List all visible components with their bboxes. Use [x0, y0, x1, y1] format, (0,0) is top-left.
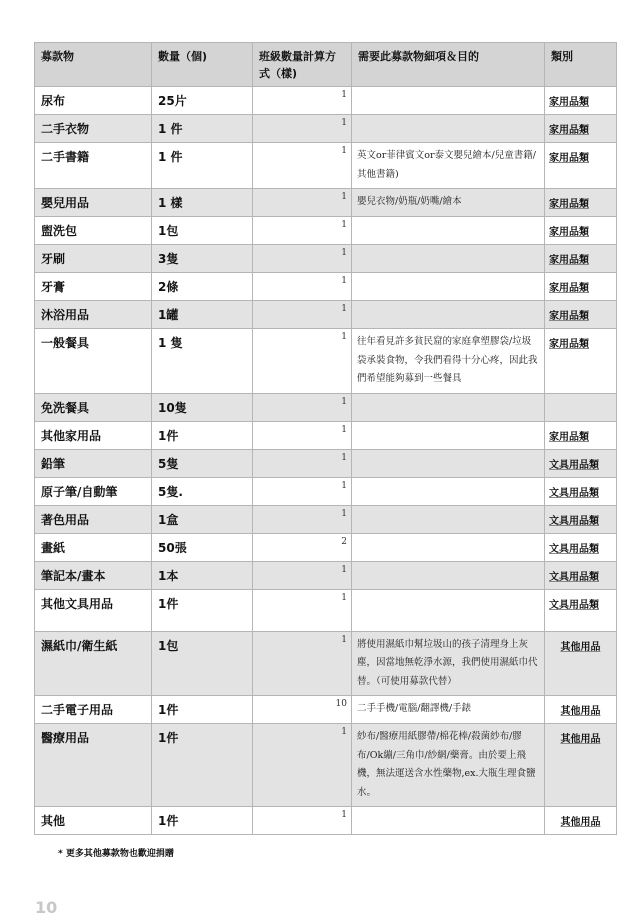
item-cell: 沐浴用品 — [35, 301, 152, 329]
table-row — [35, 115, 617, 143]
detail-cell — [352, 533, 545, 561]
header-count-method: 班級數量計算方式（樣) — [253, 43, 352, 87]
item-cell: 嬰兒用品 — [35, 189, 152, 217]
category-label: 其他用品 — [560, 817, 601, 828]
category-label: 家用品類 — [549, 339, 589, 350]
page-number: 10 — [35, 898, 58, 917]
qty-cell: 1件 — [152, 421, 253, 449]
item-cell: 牙刷 — [35, 245, 152, 273]
count-cell: 2 — [253, 533, 352, 561]
category-cell — [545, 245, 617, 273]
table-row — [35, 724, 617, 807]
count-cell: 1 — [253, 143, 352, 189]
count-cell: 1 — [253, 273, 352, 301]
qty-cell: 1包 — [152, 217, 253, 245]
table-row — [35, 273, 617, 301]
category-cell — [545, 217, 617, 245]
category-cell — [545, 477, 617, 505]
count-cell: 1 — [253, 807, 352, 835]
qty-cell: 1盒 — [152, 505, 253, 533]
item-cell: 其他家用品 — [35, 421, 152, 449]
item-cell: 鉛筆 — [35, 449, 152, 477]
category-cell — [545, 724, 617, 807]
item-cell: 著色用品 — [35, 505, 152, 533]
count-cell: 1 — [253, 217, 352, 245]
category-cell — [545, 589, 617, 631]
category-label: 家用品類 — [549, 311, 589, 322]
qty-cell: 3隻 — [152, 245, 253, 273]
category-label: 文具用品類 — [549, 515, 599, 527]
count-cell: 1 — [253, 449, 352, 477]
category-label: 文具用品類 — [549, 599, 599, 611]
qty-cell: 1 樣 — [152, 189, 253, 217]
category-label: 家用品類 — [549, 227, 589, 238]
item-cell: 二手電子用品 — [35, 696, 152, 724]
category-cell — [545, 631, 617, 696]
detail-cell — [352, 449, 545, 477]
detail-cell: 往年看見許多貧民窟的家庭拿塑膠袋/垃圾袋承裝食物，令我們看得十分心疼，因此我們希望能夠募到一些餐具 — [352, 329, 545, 394]
table-row — [35, 589, 617, 631]
qty-cell: 25片 — [152, 87, 253, 115]
qty-cell: 1件 — [152, 696, 253, 724]
category-cell — [545, 329, 617, 394]
item-cell: 濕紙巾/衛生紙 — [35, 631, 152, 696]
qty-cell: 1 隻 — [152, 329, 253, 394]
header-item: 募款物 — [35, 43, 152, 87]
category-label: 文具用品類 — [549, 571, 599, 583]
count-cell: 1 — [253, 421, 352, 449]
table-row — [35, 696, 617, 724]
table-row — [35, 807, 617, 835]
item-cell: 尿布 — [35, 87, 152, 115]
detail-cell: 紗布/醫療用紙膠帶/棉花棒/殺菌紗布/膠布/Ok繃/三角巾/紗網/藥膏。由於要上飛機，無法運送含水性藥物,ex.大瓶生理食鹽水。 — [352, 724, 545, 807]
count-cell: 1 — [253, 301, 352, 329]
qty-cell: 1罐 — [152, 301, 253, 329]
category-label: 家用品類 — [549, 125, 589, 136]
category-label: 文具用品類 — [549, 459, 599, 471]
detail-cell — [352, 393, 545, 421]
detail-cell — [352, 421, 545, 449]
detail-cell: 將使用濕紙巾幫垃圾山的孩子清理身上灰塵，因當地無乾淨水源，我們使用濕紙巾代替。（可使用募款代替） — [352, 631, 545, 696]
item-cell: 一般餐具 — [35, 329, 152, 394]
count-cell: 1 — [253, 329, 352, 394]
category-cell — [545, 301, 617, 329]
qty-cell: 10隻 — [152, 393, 253, 421]
count-cell: 1 — [253, 245, 352, 273]
table-row — [35, 477, 617, 505]
count-cell: 1 — [253, 393, 352, 421]
item-cell: 其他文具用品 — [35, 589, 152, 631]
table-row — [35, 301, 617, 329]
item-cell: 原子筆/自動筆 — [35, 477, 152, 505]
detail-cell — [352, 477, 545, 505]
count-cell: 1 — [253, 724, 352, 807]
detail-cell — [352, 589, 545, 631]
header-detail: 需要此募款物細項＆目的 — [352, 43, 545, 87]
item-cell: 醫療用品 — [35, 724, 152, 807]
detail-cell — [352, 273, 545, 301]
count-cell: 1 — [253, 631, 352, 696]
category-label: 家用品類 — [549, 153, 589, 164]
category-label: 家用品類 — [549, 431, 589, 443]
table-row — [35, 449, 617, 477]
qty-cell: 5隻. — [152, 477, 253, 505]
category-cell — [545, 696, 617, 724]
qty-cell: 1件 — [152, 589, 253, 631]
detail-cell — [352, 807, 545, 835]
count-cell: 1 — [253, 189, 352, 217]
item-cell: 其他 — [35, 807, 152, 835]
table-row — [35, 87, 617, 115]
category-label: 其他用品 — [560, 734, 601, 745]
table-row — [35, 245, 617, 273]
count-cell: 1 — [253, 87, 352, 115]
category-cell — [545, 505, 617, 533]
table-row — [35, 561, 617, 589]
category-cell — [545, 393, 617, 421]
item-cell: 二手衣物 — [35, 115, 152, 143]
category-label: 其他用品 — [560, 641, 601, 653]
table-row — [35, 217, 617, 245]
category-cell — [545, 189, 617, 217]
qty-cell: 2條 — [152, 273, 253, 301]
detail-cell — [352, 561, 545, 589]
category-label: 家用品類 — [549, 255, 589, 266]
donation-table — [34, 42, 617, 835]
category-label: 家用品類 — [549, 97, 589, 108]
category-cell — [545, 533, 617, 561]
table-row — [35, 505, 617, 533]
qty-cell: 50張 — [152, 533, 253, 561]
qty-cell: 1件 — [152, 724, 253, 807]
category-cell — [545, 561, 617, 589]
category-cell — [545, 87, 617, 115]
count-cell: 1 — [253, 115, 352, 143]
detail-cell — [352, 245, 545, 273]
table-header-row — [35, 43, 617, 87]
qty-cell: 1包 — [152, 631, 253, 696]
header-qty: 數量（個) — [152, 43, 253, 87]
item-cell: 牙膏 — [35, 273, 152, 301]
qty-cell: 1 件 — [152, 143, 253, 189]
detail-cell — [352, 217, 545, 245]
detail-cell — [352, 505, 545, 533]
table-row — [35, 533, 617, 561]
category-label: 其他用品 — [560, 706, 601, 717]
category-label: 文具用品類 — [549, 543, 599, 555]
count-cell: 1 — [253, 477, 352, 505]
qty-cell: 1 件 — [152, 115, 253, 143]
category-label: 家用品類 — [549, 199, 589, 210]
item-cell: 筆記本/畫本 — [35, 561, 152, 589]
category-cell — [545, 807, 617, 835]
table-row — [35, 421, 617, 449]
detail-cell: 英文or菲律賓文or泰文嬰兒繪本/兒童書籍/其他書籍) — [352, 143, 545, 189]
table-row — [35, 143, 617, 189]
detail-cell — [352, 115, 545, 143]
table-row — [35, 329, 617, 394]
detail-cell — [352, 87, 545, 115]
category-cell — [545, 273, 617, 301]
qty-cell: 1本 — [152, 561, 253, 589]
item-cell: 盥洗包 — [35, 217, 152, 245]
category-label: 文具用品類 — [549, 487, 599, 499]
footnote: * 更多其他募款物也歡迎捐贈 — [58, 849, 174, 859]
item-cell: 免洗餐具 — [35, 393, 152, 421]
count-cell: 1 — [253, 561, 352, 589]
table-row — [35, 189, 617, 217]
category-label: 家用品類 — [549, 283, 589, 294]
detail-cell: 二手手機/電腦/翻譯機/手錶 — [352, 696, 545, 724]
count-cell: 1 — [253, 589, 352, 631]
category-cell — [545, 143, 617, 189]
header-category: 類別 — [545, 43, 617, 87]
category-cell — [545, 115, 617, 143]
table-row — [35, 393, 617, 421]
item-cell: 二手書籍 — [35, 143, 152, 189]
detail-cell: 嬰兒衣物/奶瓶/奶嘴/繪本 — [352, 189, 545, 217]
category-cell — [545, 449, 617, 477]
item-cell: 畫紙 — [35, 533, 152, 561]
table-row — [35, 631, 617, 696]
qty-cell: 5隻 — [152, 449, 253, 477]
count-cell: 1 — [253, 505, 352, 533]
category-cell — [545, 421, 617, 449]
detail-cell — [352, 301, 545, 329]
count-cell: 10 — [253, 696, 352, 724]
qty-cell: 1件 — [152, 807, 253, 835]
